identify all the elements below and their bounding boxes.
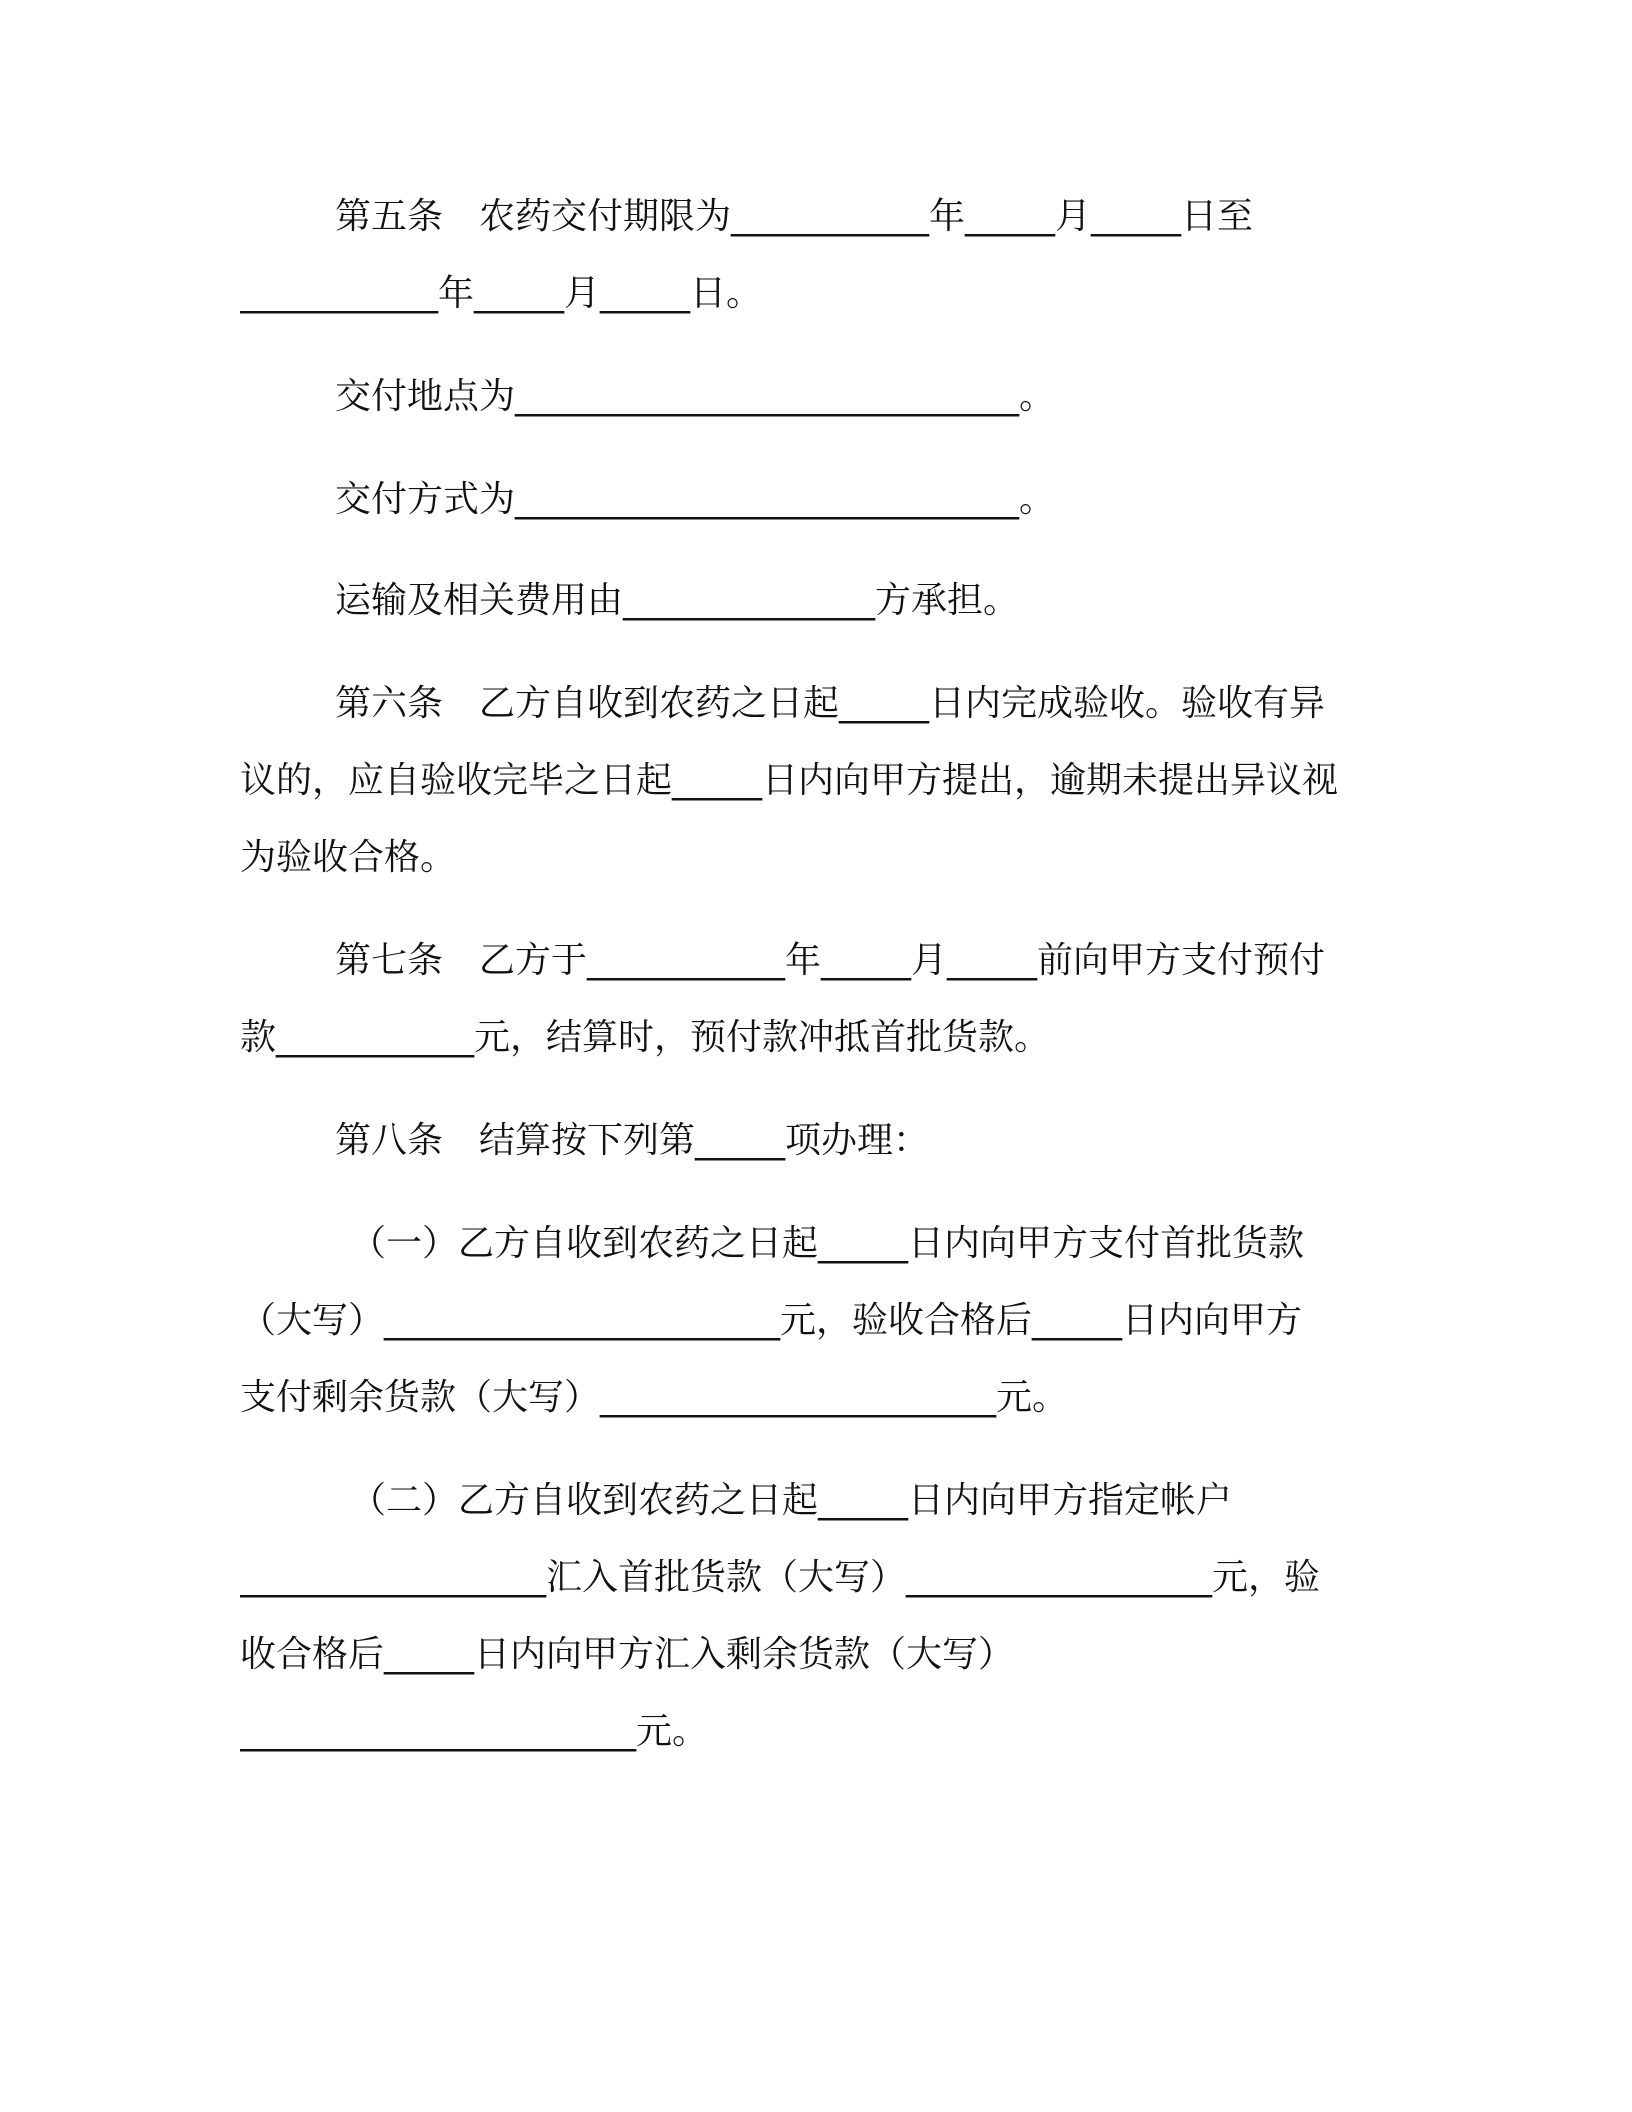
delivery-method-line: 交付方式为____________________________。 — [335, 479, 1056, 520]
article-7-line-2: 款___________元，结算时，预付款冲抵首批货款。 — [240, 1017, 1051, 1058]
article-6-line-1: 第六条 乙方自收到农药之日起_____日内完成验收。验收有异 — [335, 683, 1326, 724]
option-2-line-4: ______________________元。 — [240, 1711, 709, 1752]
option-1-line-3: 支付剩余货款（大写）______________________元。 — [240, 1377, 1069, 1418]
article-6-line-3: 为验收合格。 — [240, 837, 457, 878]
delivery-location-line: 交付地点为____________________________。 — [335, 376, 1056, 417]
option-2-line-2: _________________汇入首批货款（大写）_________________元，验 — [240, 1557, 1321, 1598]
article-5-line-2: ___________年_____月_____日。 — [240, 273, 762, 314]
option-1-line-1: （一）乙方自收到农药之日起_____日内向甲方支付首批货款 — [350, 1223, 1305, 1264]
option-2-line-1: （二）乙方自收到农药之日起_____日内向甲方指定帐户 — [350, 1480, 1233, 1521]
option-1-line-2: （大写）______________________元，验收合格后_____日内向甲方 — [240, 1300, 1303, 1341]
transport-cost-line: 运输及相关费用由______________方承担。 — [335, 580, 1020, 621]
article-5-line-1: 第五条 农药交付期限为___________年_____月_____日至 — [335, 196, 1254, 237]
option-2-line-3: 收合格后_____日内向甲方汇入剩余货款（大写） — [240, 1634, 1015, 1675]
article-7-line-1: 第七条 乙方于___________年_____月_____前向甲方支付预付 — [335, 940, 1326, 981]
article-6-line-2: 议的，应自验收完毕之日起_____日内向甲方提出，逾期未提出异议视 — [240, 760, 1339, 801]
article-8-line-1: 第八条 结算按下列第_____项办理： — [335, 1120, 930, 1161]
